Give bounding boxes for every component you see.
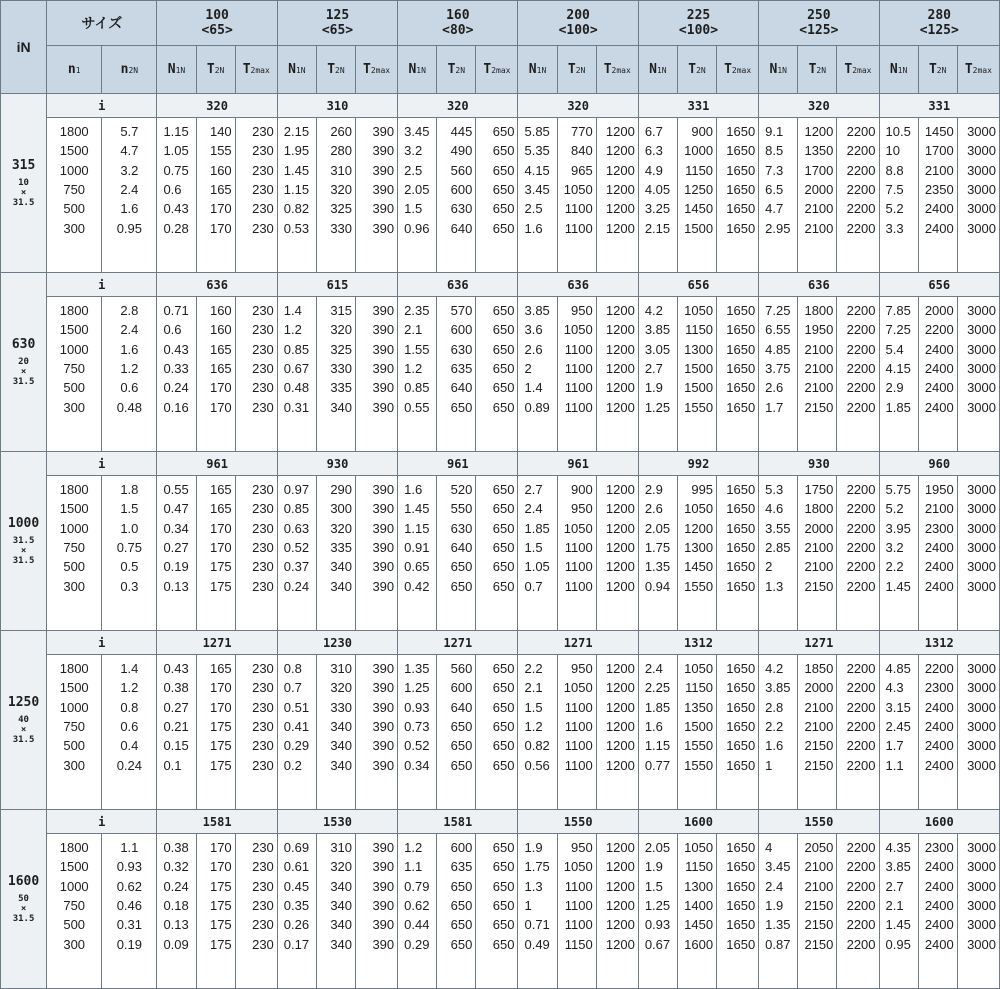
ratio-value: 656	[638, 273, 758, 297]
tmax-values: 2200 2200 2200 2200 2200 2200	[837, 118, 879, 273]
ratio-value: 992	[638, 452, 758, 476]
ratio-value: 636	[157, 273, 277, 297]
n-values: 2.15 1.95 1.45 1.15 0.82 0.53	[277, 118, 316, 273]
i-label: i	[47, 452, 157, 476]
t2max-header: T2max	[837, 46, 879, 94]
t2max-header: T2max	[356, 46, 398, 94]
n-values: 2.2 2.1 1.5 1.2 0.82 0.56	[518, 655, 557, 810]
t-values: 1450 1700 2100 2350 2400 2400	[918, 118, 957, 273]
ratio-row	[1, 631, 1000, 655]
data-row	[1, 297, 1000, 452]
t-values: 140 155 160 165 170 170	[196, 118, 235, 273]
tmax-values: 230 230 230 230 230 230	[235, 476, 277, 631]
t-values: 1950 2100 2300 2400 2400 2400	[918, 476, 957, 631]
section-label: 1250 40 × 31.5	[1, 631, 47, 810]
t-values: 1050 1150 1300 1500 1500 1550	[677, 297, 716, 452]
n-values: 0.71 0.6 0.43 0.33 0.24 0.16	[157, 297, 196, 452]
t-values: 950 1050 1100 1100 1100 1100	[557, 655, 596, 810]
ratio-row	[1, 94, 1000, 118]
tmax-values: 3000 3000 3000 3000 3000 3000	[957, 476, 999, 631]
t-values: 770 840 965 1050 1100 1100	[557, 118, 596, 273]
n-values: 1.6 1.45 1.15 0.91 0.65 0.42	[398, 476, 437, 631]
n-values: 4.35 3.85 2.7 2.1 1.45 0.95	[879, 834, 918, 989]
ratio-value: 331	[638, 94, 758, 118]
tmax-values: 390 390 390 390 390 390	[356, 118, 398, 273]
ratio-value: 930	[759, 452, 879, 476]
t-values: 290 300 320 335 340 340	[316, 476, 355, 631]
n-values: 0.38 0.32 0.24 0.18 0.13 0.09	[157, 834, 196, 989]
tmax-values: 2200 2200 2200 2200 2200 2200	[837, 655, 879, 810]
size-header-280: 280 <125>	[879, 1, 999, 46]
n-values: 2.7 2.4 1.85 1.5 1.05 0.7	[518, 476, 557, 631]
n-values: 10.5 10 8.8 7.5 5.2 3.3	[879, 118, 918, 273]
ratio-value: 1271	[518, 631, 638, 655]
ratio-value: 1550	[518, 810, 638, 834]
n-values: 6.7 6.3 4.9 4.05 3.25 2.15	[638, 118, 677, 273]
ratio-value: 1550	[759, 810, 879, 834]
ratio-value: 1271	[759, 631, 879, 655]
tmax-values: 1650 1650 1650 1650 1650 1650	[717, 655, 759, 810]
t-values: 950 1050 1100 1100 1100 1150	[557, 834, 596, 989]
ratio-value: 636	[518, 273, 638, 297]
tmax-values: 390 390 390 390 390 390	[356, 655, 398, 810]
ratio-value: 1271	[157, 631, 277, 655]
t-values: 310 320 340 340 340 340	[316, 834, 355, 989]
tmax-values: 1200 1200 1200 1200 1200 1200	[596, 655, 638, 810]
ratio-value: 310	[277, 94, 397, 118]
t-values: 310 320 330 340 340 340	[316, 655, 355, 810]
ratio-value: 320	[398, 94, 518, 118]
n-values: 4.85 4.3 3.15 2.45 1.7 1.1	[879, 655, 918, 810]
t-values: 1050 1150 1300 1400 1450 1600	[677, 834, 716, 989]
tmax-values: 3000 3000 3000 3000 3000 3000	[957, 834, 999, 989]
n1-values: 1800 1500 1000 750 500 300	[47, 655, 102, 810]
tmax-values: 2200 2200 2200 2200 2200 2200	[837, 297, 879, 452]
t2n-header: T2N	[677, 46, 716, 94]
n1-values: 1800 1500 1000 750 500 300	[47, 834, 102, 989]
data-row	[1, 476, 1000, 631]
tmax-values: 3000 3000 3000 3000 3000 3000	[957, 118, 999, 273]
n-values: 2.05 1.9 1.5 1.25 0.93 0.67	[638, 834, 677, 989]
ratio-row	[1, 273, 1000, 297]
i-label: i	[47, 273, 157, 297]
n-values: 7.85 7.25 5.4 4.15 2.9 1.85	[879, 297, 918, 452]
n-values: 7.25 6.55 4.85 3.75 2.6 1.7	[759, 297, 798, 452]
ratio-row	[1, 452, 1000, 476]
t-values: 445 490 560 600 630 640	[437, 118, 476, 273]
tmax-values: 1200 1200 1200 1200 1200 1200	[596, 476, 638, 631]
t-values: 160 160 165 165 170 170	[196, 297, 235, 452]
n-values: 5.85 5.35 4.15 3.45 2.5 1.6	[518, 118, 557, 273]
t-values: 900 1000 1150 1250 1450 1500	[677, 118, 716, 273]
n2-values: 1.8 1.5 1.0 0.75 0.5 0.3	[102, 476, 157, 631]
n-values: 0.69 0.61 0.45 0.35 0.26 0.17	[277, 834, 316, 989]
n-values: 0.55 0.47 0.34 0.27 0.19 0.13	[157, 476, 196, 631]
n-values: 1.35 1.25 0.93 0.73 0.52 0.34	[398, 655, 437, 810]
n-values: 5.75 5.2 3.95 3.2 2.2 1.45	[879, 476, 918, 631]
tmax-values: 650 650 650 650 650 650	[476, 118, 518, 273]
t-values: 260 280 310 320 325 330	[316, 118, 355, 273]
n-values: 2.9 2.6 2.05 1.75 1.35 0.94	[638, 476, 677, 631]
tmax-values: 1650 1650 1650 1650 1650 1650	[717, 118, 759, 273]
section-label: 315 10 × 31.5	[1, 94, 47, 273]
n1n-header: N1N	[759, 46, 798, 94]
ratio-value: 1230	[277, 631, 397, 655]
n-values: 9.1 8.5 7.3 6.5 4.7 2.95	[759, 118, 798, 273]
n2-values: 1.4 1.2 0.8 0.6 0.4 0.24	[102, 655, 157, 810]
n1n-header: N1N	[277, 46, 316, 94]
n1-header: n1	[47, 46, 102, 94]
size-header-225: 225 <100>	[638, 1, 758, 46]
size-header-100: 100 <65>	[157, 1, 277, 46]
n-values: 3.45 3.2 2.5 2.05 1.5 0.96	[398, 118, 437, 273]
n1n-header: N1N	[398, 46, 437, 94]
n2-values: 2.8 2.4 1.6 1.2 0.6 0.48	[102, 297, 157, 452]
ratio-value: 320	[759, 94, 879, 118]
ratio-value: 930	[277, 452, 397, 476]
n1-values: 1800 1500 1000 750 500 300	[47, 476, 102, 631]
n-values: 4.2 3.85 2.8 2.2 1.6 1	[759, 655, 798, 810]
t2n-header: T2N	[918, 46, 957, 94]
tmax-values: 1200 1200 1200 1200 1200 1200	[596, 118, 638, 273]
tmax-values: 230 230 230 230 230 230	[235, 118, 277, 273]
tmax-values: 2200 2200 2200 2200 2200 2200	[837, 834, 879, 989]
t-values: 2050 2100 2100 2150 2150 2150	[798, 834, 837, 989]
ratio-value: 331	[879, 94, 999, 118]
tmax-values: 1650 1650 1650 1650 1650 1650	[717, 297, 759, 452]
n1n-header: N1N	[157, 46, 196, 94]
t-values: 315 320 325 330 335 340	[316, 297, 355, 452]
n-values: 4.2 3.85 3.05 2.7 1.9 1.25	[638, 297, 677, 452]
n1-values: 1800 1500 1000 750 500 300	[47, 118, 102, 273]
n2-values: 5.7 4.7 3.2 2.4 1.6 0.95	[102, 118, 157, 273]
t-values: 520 550 630 640 650 650	[437, 476, 476, 631]
t-values: 950 1050 1100 1100 1100 1100	[557, 297, 596, 452]
n1-values: 1800 1500 1000 750 500 300	[47, 297, 102, 452]
n-values: 3.85 3.6 2.6 2 1.4 0.89	[518, 297, 557, 452]
t2n-header: T2N	[798, 46, 837, 94]
n-values: 0.8 0.7 0.51 0.41 0.29 0.2	[277, 655, 316, 810]
t-values: 995 1050 1200 1300 1450 1550	[677, 476, 716, 631]
n1n-header: N1N	[879, 46, 918, 94]
t2max-header: T2max	[957, 46, 999, 94]
tmax-values: 1200 1200 1200 1200 1200 1200	[596, 834, 638, 989]
tmax-values: 1650 1650 1650 1650 1650 1650	[717, 834, 759, 989]
ratio-value: 1312	[638, 631, 758, 655]
t2n-header: T2N	[196, 46, 235, 94]
t2max-header: T2max	[717, 46, 759, 94]
ratio-value: 961	[518, 452, 638, 476]
n-values: 2.35 2.1 1.55 1.2 0.85 0.55	[398, 297, 437, 452]
i-label: i	[47, 631, 157, 655]
in-header: iN	[1, 1, 47, 94]
n-values: 1.4 1.2 0.85 0.67 0.48 0.31	[277, 297, 316, 452]
t2max-header: T2max	[235, 46, 277, 94]
ratio-value: 1271	[398, 631, 518, 655]
t-values: 1050 1150 1350 1500 1550 1550	[677, 655, 716, 810]
size-header: サイズ	[47, 1, 157, 46]
t-values: 570 600 630 635 640 650	[437, 297, 476, 452]
n-values: 4 3.45 2.4 1.9 1.35 0.87	[759, 834, 798, 989]
t2max-header: T2max	[476, 46, 518, 94]
ratio-row	[1, 810, 1000, 834]
i-label: i	[47, 94, 157, 118]
ratio-value: 961	[398, 452, 518, 476]
t-values: 2000 2200 2400 2400 2400 2400	[918, 297, 957, 452]
data-row	[1, 118, 1000, 273]
tmax-values: 230 230 230 230 230 230	[235, 655, 277, 810]
ratio-value: 1312	[879, 631, 999, 655]
ratio-value: 636	[398, 273, 518, 297]
tmax-values: 650 650 650 650 650 650	[476, 834, 518, 989]
tmax-values: 3000 3000 3000 3000 3000 3000	[957, 655, 999, 810]
t-values: 900 950 1050 1100 1100 1100	[557, 476, 596, 631]
tmax-values: 230 230 230 230 230 230	[235, 297, 277, 452]
tmax-values: 390 390 390 390 390 390	[356, 297, 398, 452]
n-values: 0.43 0.38 0.27 0.21 0.15 0.1	[157, 655, 196, 810]
ratio-value: 636	[759, 273, 879, 297]
t2n-header: T2N	[557, 46, 596, 94]
tmax-values: 1650 1650 1650 1650 1650 1650	[717, 476, 759, 631]
t-values: 2200 2300 2400 2400 2400 2400	[918, 655, 957, 810]
size-header-200: 200 <100>	[518, 1, 638, 46]
ratio-value: 320	[518, 94, 638, 118]
size-header-160: 160 <80>	[398, 1, 518, 46]
n-values: 5.3 4.6 3.55 2.85 2 1.3	[759, 476, 798, 631]
section-label: 630 20 × 31.5	[1, 273, 47, 452]
n2-header: n2N	[102, 46, 157, 94]
ratio-value: 960	[879, 452, 999, 476]
ratio-value: 656	[879, 273, 999, 297]
t-values: 560 600 640 650 650 650	[437, 655, 476, 810]
t-values: 1200 1350 1700 2000 2100 2100	[798, 118, 837, 273]
ratio-value: 615	[277, 273, 397, 297]
ratio-value: 1600	[879, 810, 999, 834]
t-values: 600 635 650 650 650 650	[437, 834, 476, 989]
size-header-250: 250 <125>	[759, 1, 879, 46]
tmax-values: 1200 1200 1200 1200 1200 1200	[596, 297, 638, 452]
data-row	[1, 834, 1000, 989]
i-label: i	[47, 810, 157, 834]
tmax-values: 230 230 230 230 230 230	[235, 834, 277, 989]
t-values: 170 170 175 175 175 175	[196, 834, 235, 989]
tmax-values: 390 390 390 390 390 390	[356, 834, 398, 989]
t-values: 1750 1800 2000 2100 2100 2150	[798, 476, 837, 631]
tmax-values: 3000 3000 3000 3000 3000 3000	[957, 297, 999, 452]
t-values: 165 170 170 175 175 175	[196, 655, 235, 810]
t2max-header: T2max	[596, 46, 638, 94]
ratio-value: 1581	[157, 810, 277, 834]
size-header-125: 125 <65>	[277, 1, 397, 46]
ratio-value: 320	[157, 94, 277, 118]
section-label: 1000 31.5 × 31.5	[1, 452, 47, 631]
n1n-header: N1N	[638, 46, 677, 94]
ratio-value: 1581	[398, 810, 518, 834]
tmax-values: 650 650 650 650 650 650	[476, 655, 518, 810]
n-values: 1.2 1.1 0.79 0.62 0.44 0.29	[398, 834, 437, 989]
t-values: 165 165 170 170 175 175	[196, 476, 235, 631]
data-row	[1, 655, 1000, 810]
n-values: 1.15 1.05 0.75 0.6 0.43 0.28	[157, 118, 196, 273]
t-values: 2300 2400 2400 2400 2400 2400	[918, 834, 957, 989]
ratio-value: 1530	[277, 810, 397, 834]
ratio-value: 961	[157, 452, 277, 476]
n-values: 0.97 0.85 0.63 0.52 0.37 0.24	[277, 476, 316, 631]
t2n-header: T2N	[437, 46, 476, 94]
section-label: 1600 50 × 31.5	[1, 810, 47, 989]
ratio-value: 1600	[638, 810, 758, 834]
n-values: 2.4 2.25 1.85 1.6 1.15 0.77	[638, 655, 677, 810]
tmax-values: 2200 2200 2200 2200 2200 2200	[837, 476, 879, 631]
tmax-values: 650 650 650 650 650 650	[476, 297, 518, 452]
n-values: 1.9 1.75 1.3 1 0.71 0.49	[518, 834, 557, 989]
t2n-header: T2N	[316, 46, 355, 94]
t-values: 1800 1950 2100 2100 2100 2150	[798, 297, 837, 452]
tmax-values: 650 650 650 650 650 650	[476, 476, 518, 631]
tmax-values: 390 390 390 390 390 390	[356, 476, 398, 631]
t-values: 1850 2000 2100 2100 2150 2150	[798, 655, 837, 810]
n1n-header: N1N	[518, 46, 557, 94]
n2-values: 1.1 0.93 0.62 0.46 0.31 0.19	[102, 834, 157, 989]
